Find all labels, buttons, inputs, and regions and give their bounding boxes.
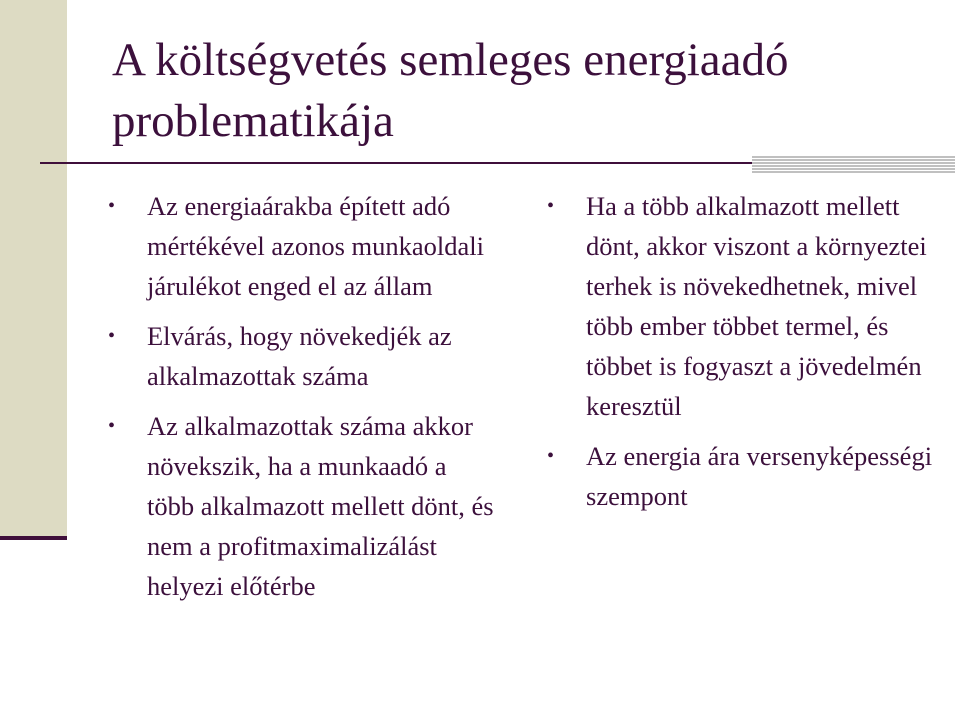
bullet-text: Az energia ára versenyképességi szempont [586, 441, 933, 511]
bullet-icon: • [108, 195, 116, 217]
list-item [547, 186, 957, 426]
bullet-text: Elvárás, hogy növekedjék az alkalmazottak száma [147, 321, 452, 391]
side-band-decoration [0, 0, 67, 536]
title-accent-bar [752, 156, 955, 173]
side-band-underline [0, 536, 67, 540]
bullet-icon: • [547, 195, 555, 217]
right-bullet-list [547, 186, 957, 526]
bullet-text: Az alkalmazottak száma akkor növekszik, ha a munkaadó a több alkalmazott mellett dönt, és nem a profitmaximalizálást helyezi előtérbe [147, 411, 494, 601]
bullet-text: Az energiaárakba épített adó mértékével azonos munkaoldali járulékot enged el az állam [147, 191, 485, 301]
list-item [108, 406, 498, 606]
slide-title: A költségvetés semleges energiaadó problematikája [112, 34, 789, 147]
list-item [108, 186, 498, 306]
bullet-icon: • [108, 325, 116, 347]
bullet-text: Ha a több alkalmazott mellett dönt, akkor viszont a környeztei terhek is növekedhetnek, mivel több ember többet termel, és többet is fogyaszt a jövedelmén keresztül [586, 191, 927, 421]
bullet-icon: • [547, 445, 555, 467]
bullet-icon: • [108, 415, 116, 437]
list-item [108, 316, 498, 396]
left-bullet-list [108, 186, 498, 616]
list-item [547, 436, 957, 516]
